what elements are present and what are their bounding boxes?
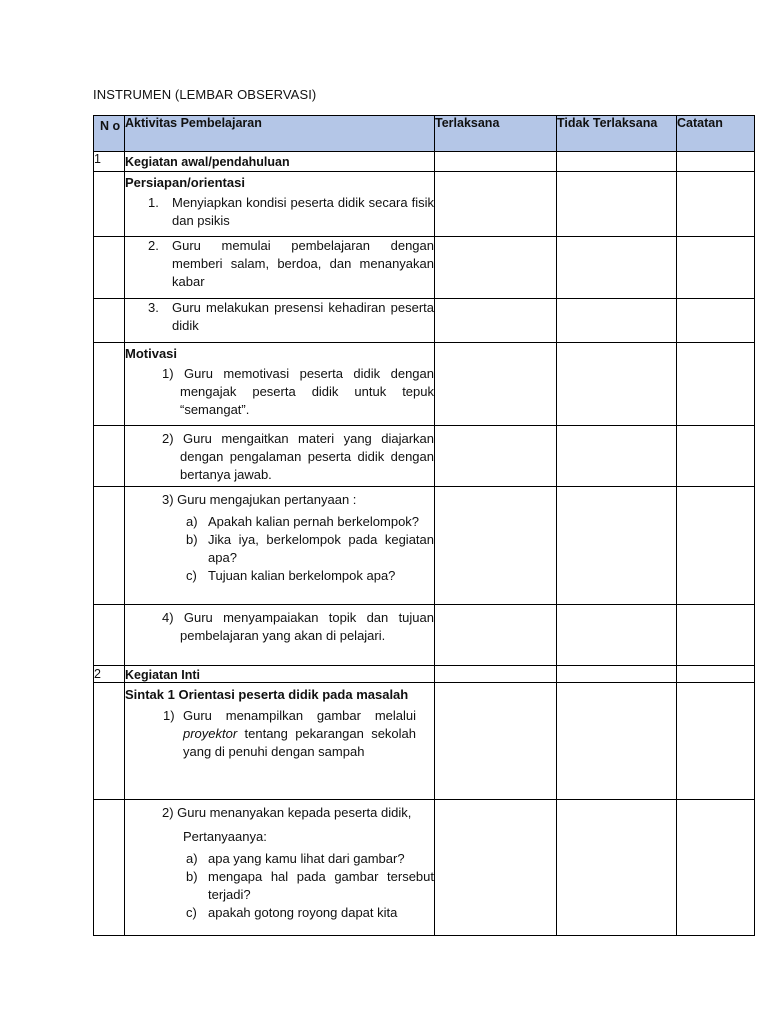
notes-cell[interactable] [677, 152, 755, 172]
not-done-cell[interactable] [557, 426, 677, 487]
question-item [125, 850, 434, 868]
header-activity: Aktivitas Pembelajaran [125, 116, 435, 152]
done-cell[interactable] [435, 605, 557, 666]
document-title: INSTRUMEN (LEMBAR OBSERVASI) [93, 87, 317, 102]
list-marker: 1) [163, 708, 175, 723]
list-marker: a) [186, 851, 198, 866]
list-item [125, 237, 434, 291]
table-row [94, 487, 755, 605]
notes-cell[interactable] [677, 605, 755, 666]
notes-cell[interactable] [677, 487, 755, 605]
table-row [94, 683, 755, 800]
notes-cell[interactable] [677, 172, 755, 237]
list-item [125, 299, 434, 335]
list-marker: c) [186, 568, 197, 583]
done-cell[interactable] [435, 343, 557, 426]
done-cell[interactable] [435, 683, 557, 800]
table-row [94, 152, 755, 172]
question-text: Jika iya, berkelompok pada kegiatan apa? [208, 532, 434, 565]
list-item [125, 194, 434, 230]
notes-cell[interactable] [677, 299, 755, 343]
header-notes: Catatan [677, 116, 755, 152]
list-item: 4) Guru menyampaiakan topik dan tujuan pembelajaran yang akan di pelajari. [162, 610, 434, 643]
question-item [125, 567, 434, 585]
not-done-cell[interactable] [557, 152, 677, 172]
question-item [125, 513, 434, 531]
observation-table [93, 115, 755, 936]
done-cell[interactable] [435, 800, 557, 936]
list-item: 2) Guru mengaitkan materi yang diajarkan dengan pengalaman peserta didik dengan bertanya jawab. [162, 431, 434, 482]
list-item: 1) Guru memotivasi peserta didik dengan mengajak peserta didik untuk tepuk “semangat”. [162, 366, 434, 417]
list-item: 3) Guru mengajukan pertanyaan : [162, 492, 357, 507]
list-item-text: Menyiapkan kondisi peserta didik secara fisik dan psikis [172, 195, 434, 228]
table-row [94, 299, 755, 343]
header-not-done: Tidak Terlaksana [557, 116, 677, 152]
question-text: Apakah kalian pernah berkelompok? [208, 514, 420, 529]
header-done: Terlaksana [435, 116, 557, 152]
table-row [94, 343, 755, 426]
question-text: Tujuan kalian berkelompok apa? [208, 568, 396, 583]
not-done-cell[interactable] [557, 683, 677, 800]
done-cell[interactable] [435, 299, 557, 343]
list-marker: b) [186, 532, 198, 547]
not-done-cell[interactable] [557, 237, 677, 299]
notes-cell[interactable] [677, 343, 755, 426]
done-cell[interactable] [435, 237, 557, 299]
italic-term: proyektor [183, 726, 238, 741]
notes-cell[interactable] [677, 800, 755, 936]
section-title: Kegiatan Inti [125, 668, 201, 682]
list-marker: 3. [148, 300, 159, 315]
question-label: Pertanyaanya: [183, 829, 267, 844]
question-text: apakah gotong royong dapat kita [208, 905, 398, 920]
row-number: 1 [94, 152, 125, 172]
list-item-text: Guru melakukan presensi kehadiran peserta didik [172, 300, 434, 333]
not-done-cell[interactable] [557, 299, 677, 343]
subsection-heading: Persiapan/orientasi [125, 175, 245, 190]
list-marker: 1. [148, 195, 159, 210]
list-marker: b) [186, 869, 198, 884]
row-number: 2 [94, 666, 125, 683]
table-row [94, 237, 755, 299]
notes-cell[interactable] [677, 237, 755, 299]
not-done-cell[interactable] [557, 487, 677, 605]
table-row [94, 605, 755, 666]
table-row [94, 666, 755, 683]
question-text: mengapa hal pada gambar tersebut terjadi? [208, 869, 434, 902]
not-done-cell[interactable] [557, 343, 677, 426]
list-marker: a) [186, 514, 198, 529]
not-done-cell[interactable] [557, 172, 677, 237]
subsection-heading: Sintak 1 Orientasi peserta didik pada masalah [125, 687, 409, 702]
done-cell[interactable] [435, 426, 557, 487]
question-item [125, 868, 434, 904]
notes-cell[interactable] [677, 683, 755, 800]
not-done-cell[interactable] [557, 800, 677, 936]
question-text: apa yang kamu lihat dari gambar? [208, 851, 405, 866]
table-row [94, 426, 755, 487]
table-row [94, 172, 755, 237]
list-marker: 2. [148, 238, 159, 253]
header-no: N o [94, 116, 125, 152]
list-item: 1) Guru menampilkan gambar melalui proyektor tentang pekarangan sekolah yang di penuhi dengan sampah [163, 708, 416, 759]
notes-cell[interactable] [677, 666, 755, 683]
subsection-heading: Motivasi [125, 346, 178, 361]
question-item [125, 904, 434, 922]
list-item-text: Guru memulai pembelajaran dengan memberi salam, berdoa, dan menanyakan kabar [172, 238, 434, 289]
done-cell[interactable] [435, 487, 557, 605]
done-cell[interactable] [435, 666, 557, 683]
done-cell[interactable] [435, 172, 557, 237]
table-header-row [94, 116, 755, 152]
table-row [94, 800, 755, 936]
list-marker: c) [186, 905, 197, 920]
done-cell[interactable] [435, 152, 557, 172]
notes-cell[interactable] [677, 426, 755, 487]
clipped-cell-content [125, 804, 434, 933]
list-item: 2) Guru menanyakan kepada peserta didik, [162, 805, 412, 820]
not-done-cell[interactable] [557, 605, 677, 666]
question-item [125, 531, 434, 567]
section-title: Kegiatan awal/pendahuluan [125, 155, 290, 169]
not-done-cell[interactable] [557, 666, 677, 683]
